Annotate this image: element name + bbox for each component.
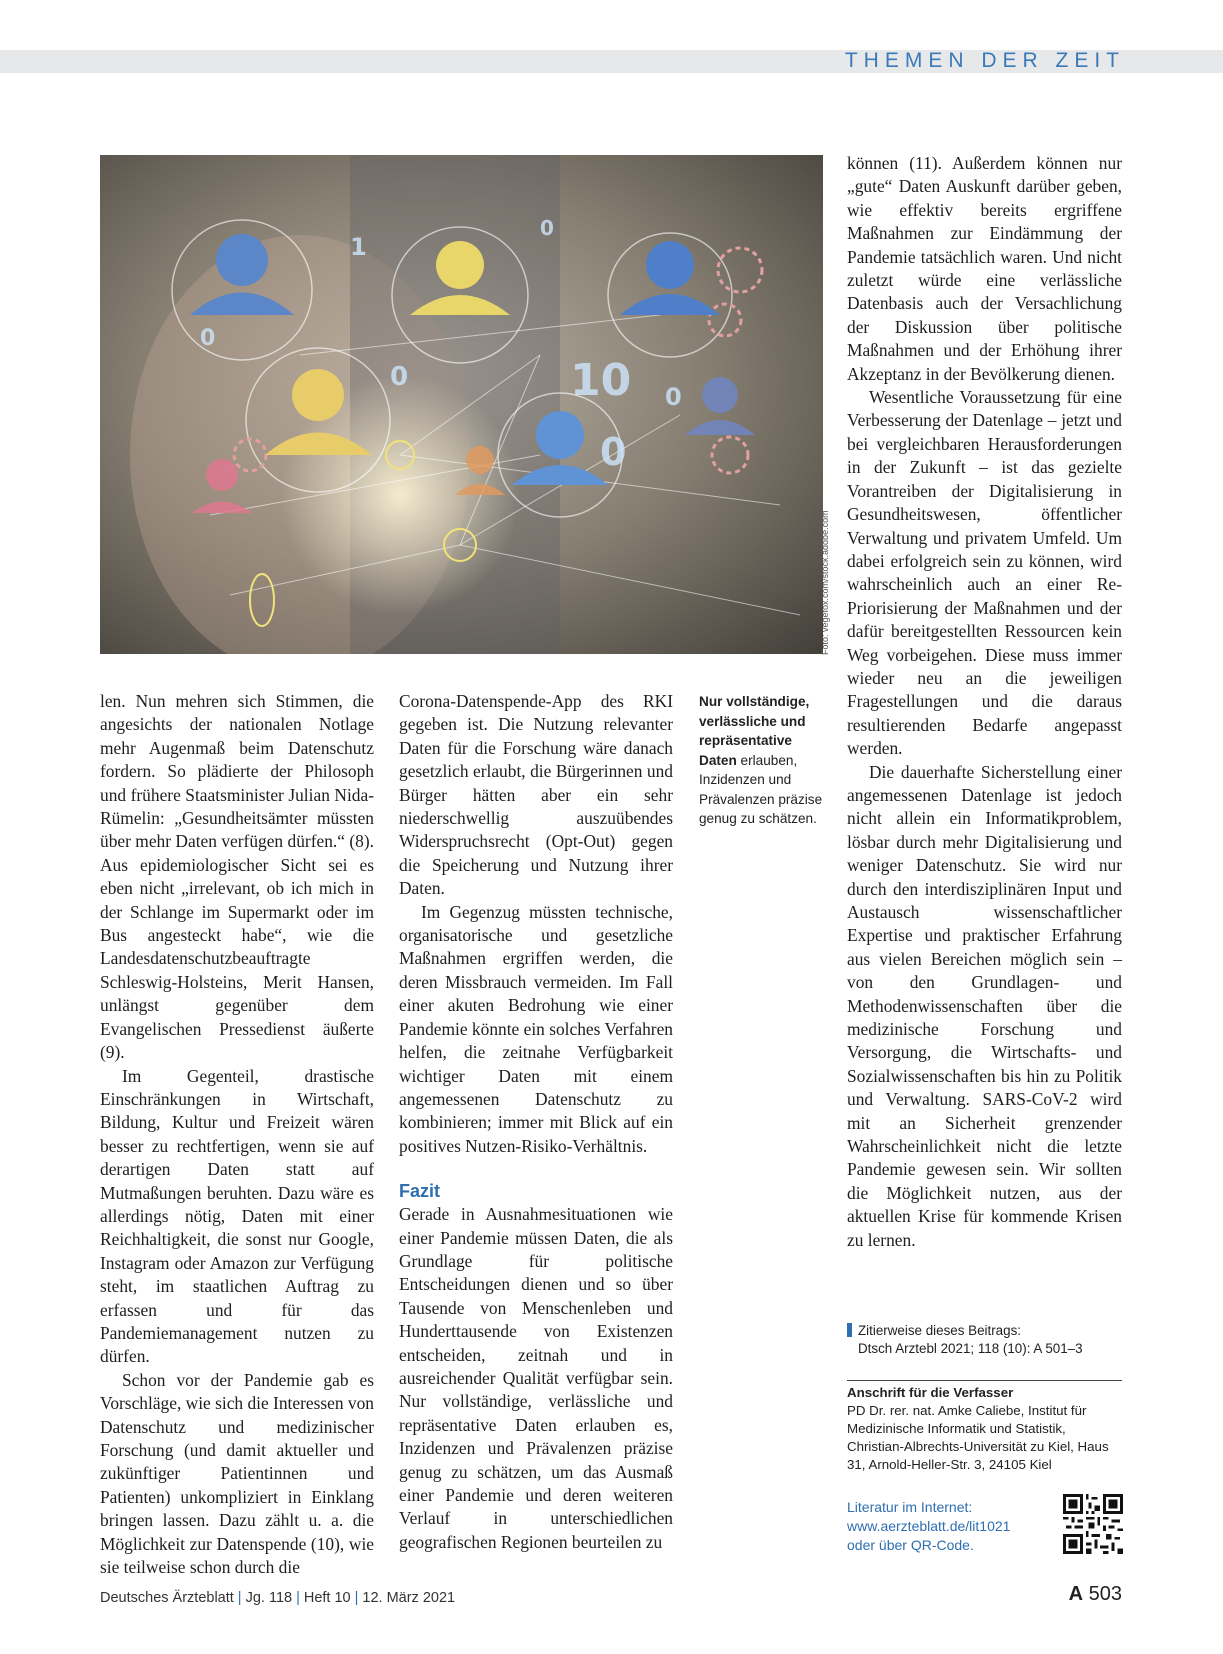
footer-separator: | <box>354 1590 359 1606</box>
literature-url[interactable]: www.aerzteblatt.de/lit1021 <box>847 1518 1011 1534</box>
svg-text:0: 0 <box>600 430 627 474</box>
pull-quote-text: erlauben, Inzidenzen und Prävalenzen präzise genug zu schätzen. <box>699 752 823 826</box>
citation-marker <box>847 1323 852 1337</box>
paragraph: Die dauerhafte Sicherstellung einer angemessenen Datenlage ist jedoch nicht allein ein Informatikproblem, lösbar durch mehr Digitalisierung und weniger Datenschutz. Sie wird nur durch den interdisziplinären Input und Austausch wissenschaftlicher Expertise und praktischer Erfahrung aus vielen Bereichen möglich sein – von den Grundlagen- und Methodenwissenschaften über die medizinische Forschung und Versorgung, die Wirtschafts- und Sozialwissenschaften bis hin zu Politik und Verwaltung. SARS-CoV-2 wird mit an Sicherheit grenzender Wahrscheinlichkeit nicht die letzte Pandemie gewesen sein. Wir sollten die Möglichkeit nutzen, aus der aktuellen Krise für kommende Krisen zu lernen. <box>847 761 1122 1250</box>
page-footer <box>100 1590 455 1606</box>
pull-quote <box>699 692 824 829</box>
paragraph: Gerade in Ausnahmesituationen wie einer Pandemie müssen Daten, die als Grundlage für politische Entscheidungen dienen und so über Tausende von Menschenleben und Hunderttausende von Existenzen entscheiden, zeitnah und in ausreichender Qualität verfügbar sein. Nur vollständige, verlässliche und repräsentative Daten erlauben es, Inzidenzen und Prävalenzen präzise genug zu schätzen, um das Ausmaß einer Pandemie und deren weiteren Verlauf in unterschiedlichen geografischen Regionen beurteilen zu <box>399 1204 673 1552</box>
address-heading: Anschrift für die Verfasser <box>847 1385 1014 1400</box>
journal-volume: Jg. 118 <box>245 1590 293 1606</box>
journal-name: Deutsches Ärzteblatt <box>100 1590 234 1606</box>
section-heading-fazit: Fazit <box>399 1181 441 1202</box>
svg-text:0: 0 <box>540 216 554 240</box>
footer-separator: | <box>237 1590 242 1606</box>
address-text: PD Dr. rer. nat. Amke Caliebe, Institut für Medizinische Informatik und Statistik, Christian-Albrechts-Universität zu Kiel, Haus 31, Arnold-Heller-Str. 3, 24105 Kiel <box>847 1403 1109 1472</box>
paragraph: len. Nun mehren sich Stimmen, die angesichts der nationalen Notlage mehr Augenmaß beim Datenschutz fordern. So plädierte der Philosoph und frühere Staatsminister Julian Nida-Rümelin: „Gesundheitsämter müssten über mehr Daten verfügen dürfen.“ (8). Aus epidemiologischer Sicht sei es eben nicht „irrelevant, ob ich mich in der Schlange im Supermarkt oder im Bus angesteckt habe“, wie die Landesdatenschutzbeauftragte Schleswig-Holsteins, Merit Hansen, unlängst gegenüber dem Evangelischen Pressedienst äußerte (9). <box>100 691 374 1063</box>
article-column-1 <box>100 690 374 1579</box>
article-photo <box>100 155 823 654</box>
svg-text:0: 0 <box>665 383 682 411</box>
paragraph: Corona-Datenspende-App des RKI gegeben ist. Die Nutzung relevanter Daten für die Forschung wäre danach gesetzlich erlaubt, die Bürgerinnen und Bürger hätten aber ein sehr niederschwellig auszuübendes Widerspruchsrecht (Opt-Out) gegen die Speicherung und Nutzung ihrer Daten. <box>399 691 673 899</box>
article-column-2 <box>399 690 673 1554</box>
section-label: THEMEN DER ZEIT <box>844 49 1125 72</box>
article-column-4 <box>847 152 1122 1252</box>
page-number-value: 503 <box>1088 1583 1122 1605</box>
paragraph: Schon vor der Pandemie gab es Vorschläge, wie sich die Interessen von Datenschutz und medizinischer Forschung (und damit aktueller und zukünftiger Patientinnen und Patienten) unkompliziert in Einklang bringen lassen. Dazu zählt u. a. die Möglichkeit zur Datenspende (10), wie sie teilweise schon durch die <box>100 1369 374 1578</box>
citation-reference: Dtsch Arztebl 2021; 118 (10): A 501–3 <box>858 1341 1083 1356</box>
footer-separator: | <box>296 1590 300 1606</box>
journal-date: 12. März 2021 <box>362 1590 456 1606</box>
svg-text:0: 0 <box>390 362 409 392</box>
literature-qr-note: oder über QR-Code. <box>847 1537 974 1553</box>
paragraph: Im Gegenteil, drastische Einschränkungen in Wirtschaft, Bildung, Kultur und Freizeit wären besser zu rechtfertigen, wenn sie auf derartigen Daten statt auf Mutmaßungen beruhten. Dazu wäre es allerdings nötig, Daten mit einer Reichhaltigkeit, die sonst nur Google, Instagram oder Amazon zur Verfügung steht, im staatlichen Auftrag zu erfassen und für das Pandemiemanagement nutzen zu dürfen. <box>100 1065 374 1367</box>
svg-text:1: 1 <box>350 233 367 261</box>
literature-link-block <box>847 1498 1027 1555</box>
svg-text:0: 0 <box>200 326 216 351</box>
divider <box>847 1380 1122 1381</box>
page-number <box>1069 1583 1122 1606</box>
paragraph: können (11). Außerdem können nur „gute“ Daten Auskunft darüber geben, wie effektiv bereits ergriffene Maßnahmen zur Eindämmung der Pandemie tatsächlich waren. Und nicht zuletzt würde eine verlässliche Datenbasis auch der Versachlichung der Diskussion über politische Maßnahmen und der Erhöhung ihrer Akzeptanz in der Bevölkerung dienen. <box>847 153 1122 384</box>
paragraph: Wesentliche Voraussetzung für eine Verbesserung der Datenlage – jetzt und bei vergleichbaren Herausforderungen in der Zukunft – ist das gezielte Vorantreiben der Digitalisierung in Gesundheitswesen, öffentlicher Verwaltung und privatem Umfeld. Um dabei erfolgreich sein zu können, wird wahrscheinlich auch an einer Re-Priorisierung der Maßnahmen und der dafür bereitgestellten Ressourcen kein Weg vorbeigehen. Diese muss immer wieder neu an die jeweiligen Fragestellungen und die daraus resultierenden Bedarfe angepasst werden. <box>847 387 1122 759</box>
pull-quote-bold: Nur vollständige, verlässliche und repräsentative Daten <box>699 694 810 768</box>
citation-label: Zitierweise dieses Beitrags: <box>858 1323 1021 1338</box>
citation-box <box>847 1322 1083 1358</box>
page-prefix: A <box>1068 1583 1084 1605</box>
paragraph: Im Gegenzug müssten technische, organisatorische und gesetzliche Maßnahmen ergriffen werden, die deren Missbrauch vermeiden. Im Fall einer akuten Bedrohung wie einer Pandemie könnte ein solches Verfahren helfen, die zeitnahe Verfügbarkeit wichtiger Daten mit einem angemessenen Datenschutz zu kombinieren; immer mit Blick auf ein positives Nutzen-Risiko-Verhältnis. <box>399 901 673 1156</box>
journal-issue: Heft 10 <box>303 1590 351 1606</box>
qr-code-icon[interactable] <box>1063 1494 1123 1554</box>
svg-text:10: 10 <box>570 355 632 406</box>
author-address <box>847 1384 1122 1474</box>
photo-credit: Foto: vegefox.com/stock.adobe.com <box>820 510 830 655</box>
literature-label: Literatur im Internet: <box>847 1499 973 1515</box>
